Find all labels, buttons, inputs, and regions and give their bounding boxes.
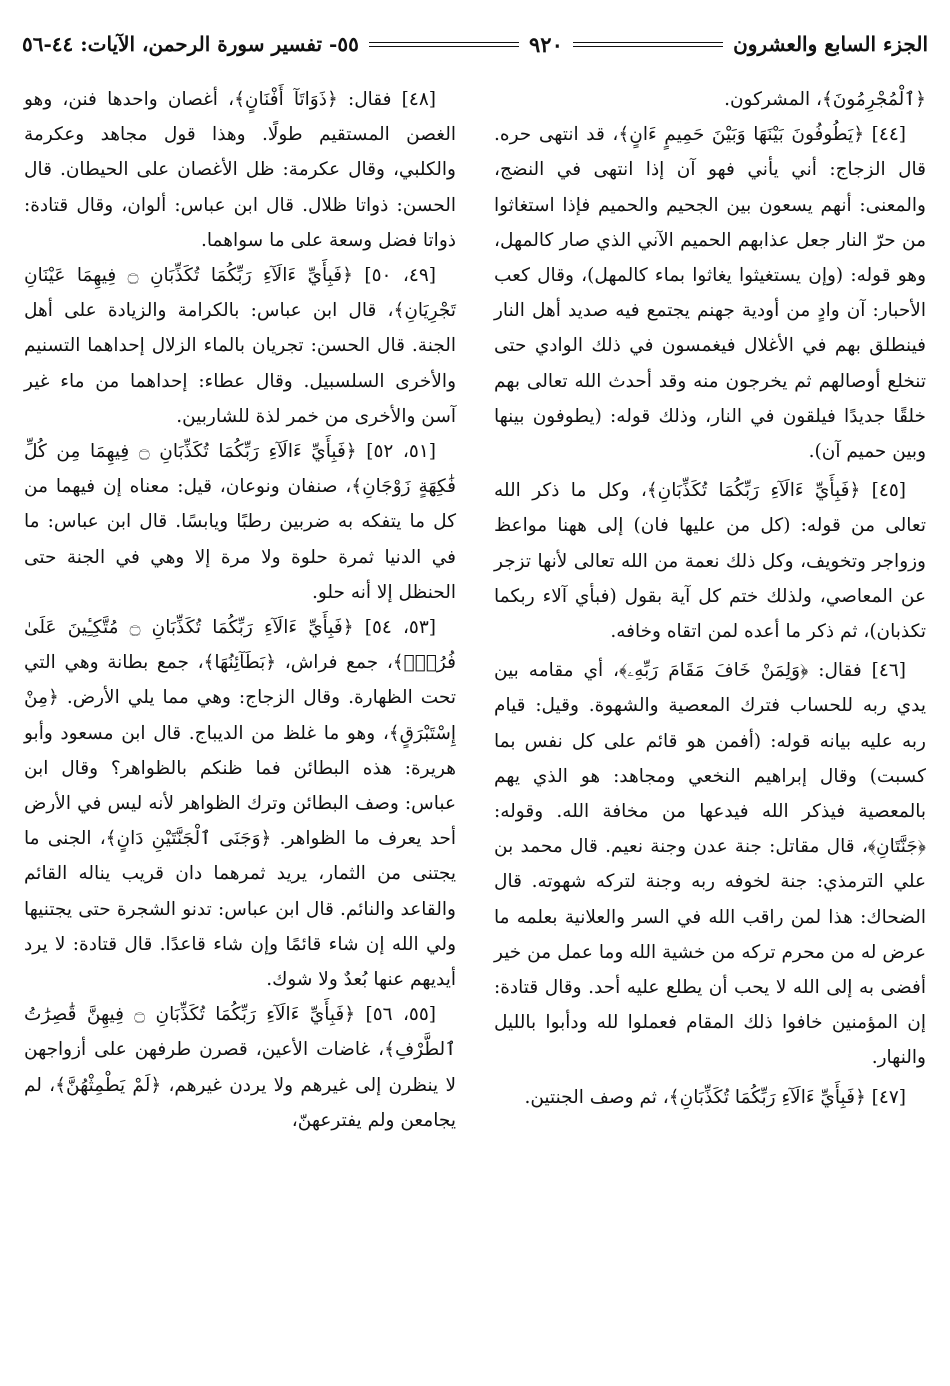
header-rule-left: [369, 42, 519, 47]
paragraph: [٤٧] ﴿فَبِأَيِّ ءَالَآءِ رَبِّكُمَا تُكَذِّبَانِ﴾، ثم وصف الجنتين.: [524, 1086, 906, 1108]
page-header: [22, 20, 928, 68]
book-page: [22, 20, 928, 1370]
left-column: [24, 82, 456, 1138]
paragraph: [٥٥، ٥٦] ﴿فَبِأَيِّ ءَالَآءِ رَبِّكُمَا تُكَذِّبَانِ ۝ فِيهِنَّ قَٰصِرَٰتُ ٱلطَّرْفِ﴾، غاضات الأعين، قصرن طرفهن على أزواجهن لا ينظرن إلى غيرهم ولا يردن غيرهم، ﴿لَمْ يَطْمِثْهُنَّ﴾، لم يجامعن ولم يفترعهنّ،: [24, 1004, 456, 1131]
paragraph: [٥١، ٥٢] ﴿فَبِأَيِّ ءَالَآءِ رَبِّكُمَا تُكَذِّبَانِ ۝ فِيهِمَا مِن كُلِّ فَٰكِهَةٍ زَوْجَانِ﴾، صنفان ونوعان، قيل: معناه إن فيهما من كل ما يتفكه به ضربين رطبًا ويابسًا. قال ابن عباس: ما في الدنيا ثمرة حلوة ولا مرة إلا وهي في الجنة حتى الحنظل إلا أنه حلو.: [24, 441, 456, 603]
header-part-title: الجزء السابع والعشرون: [733, 32, 928, 56]
paragraph: [٤٦] فقال: ﴿وَلِمَنْ خَافَ مَقَامَ رَبِّهِۦ﴾، أي مقامه بين يدي ربه للحساب فترك المعصية والشهوة. وقيل: قيام ربه عليه بيانه قوله: (أفمن هو قائم على كل نفس بما كسبت) وقال إبراهيم النخعي ومجاهد: هو الذي يهم بالمعصية فيذكر الله فيدعها من مخافة الله. وقوله: ﴿جَنَّتَانِ﴾، قال مقاتل: جنة عدن وجنة نعيم. قال محمد بن علي الترمذي: جنة لخوفه ربه وجنة لتركه شهوته. قال الضحاك: هذا لمن راقب الله في السر والعلانية بعلمه ما عرض له من محرم تركه من خشية الله وما عمل من خير أفضى به إلى الله لا يحب أن يطلع عليه أحد. وقال قتادة: إن المؤمنين خافوا ذلك المقام فعملوا لله ودأبوا بالليل والنهار.: [494, 660, 926, 1069]
header-surah-title: ٥٥- تفسير سورة الرحمن، الآيات: ٤٤-٥٦: [21, 32, 359, 56]
right-column: [494, 82, 926, 1115]
paragraph: [٥٣، ٥٤] ﴿فَبِأَيِّ ءَالَآءِ رَبِّكُمَا تُكَذِّبَانِ ۝ مُتَّكِـِٔينَ عَلَىٰ فُرُشٍۭ﴾، جمع فراش، ﴿بَطَآئِنُهَا﴾، جمع بطانة وهي التي تحت الظهارة. وقال الزجاج: وهي مما يلي الأرض. ﴿مِنْ إِسْتَبْرَقٍ﴾، وهو ما غلظ من الديباج. قال ابن مسعود وأبو هريرة: هذه البطائن فما ظنكم بالظواهر؟ وقال ابن عباس: وصف البطائن وترك الظواهر لأنه ليس في الأرض أحد يعرف ما الظواهر. ﴿وَجَنَى ٱلْجَنَّتَيْنِ دَانٍ﴾، الجنى ما يجتنى من الثمار، يريد ثمرهما دان قريب يناله القائم والقاعد والنائم. قال ابن عباس: تدنو الشجرة حتى يجتنيها ولي الله إن شاء قائمًا وإن شاء قاعدًا. قال قتادة: لا يرد أيديهم عنها بُعدٌ ولا شوك.: [24, 617, 456, 991]
header-rule-right: [573, 42, 723, 47]
paragraph: [٤٩، ٥٠] ﴿فَبِأَيِّ ءَالَآءِ رَبِّكُمَا تُكَذِّبَانِ ۝ فِيهِمَا عَيْنَانِ تَجْرِيَانِ﴾، قال ابن عباس: بالكرامة والزيادة على أهل الجنة. قال الحسن: تجريان بالماء الزلال إحداهما التسنيم والأخرى السلسبيل. وقال عطاء: إحداهما من ماء غير آسن والأخرى من خمر لذة للشاربين.: [24, 265, 456, 427]
paragraph: [٤٨] فقال: ﴿ذَوَاتَآ أَفْنَانٍ﴾، أغصان واحدها فنن، وهو الغصن المستقيم طولًا. وهذا قول مجاهد وعكرمة والكلبي، وقال عكرمة: ظل الأغصان على الحيطان. قال الحسن: ذواتا ظلال. قال ابن عباس: ألوان، وقال قتادة: ذواتا فضل وسعة على ما سواهما.: [24, 89, 456, 251]
page-number: ٩٢٠: [529, 31, 563, 57]
paragraph: ﴿ٱلْمُجْرِمُونَ﴾، المشركون.: [724, 89, 926, 110]
paragraph: [٤٤] ﴿يَطُوفُونَ بَيْنَهَا وَبَيْنَ حَمِيمٍ ءَانٍ﴾، قد انتهى حره. قال الزجاج: أني يأني فهو آن إذا انتهى في النضج، والمعنى: أنهم يسعون بين الجحيم والحميم فإذا استغاثوا من حرّ النار جعل عذابهم الحميم الآني الذي صار كالمهل، وهو قوله: (وإن يستغيثوا يغاثوا بماء كالمهل)، وقال كعب الأحبار: آن وادٍ من أودية جهنم يجتمع فيه صديد أهل النار فينطلق بهم في الأغلال فيغمسون في ذلك الوادي حتى تنخلع أوصالهم ثم يخرجون منه وقد أحدث الله تعالى بهم خلقًا جديدًا فيلقون في النار، وذلك قوله: (يطوفون بينها وبين حميم آن).: [494, 124, 926, 463]
paragraph: [٤٥] ﴿فَبِأَيِّ ءَالَآءِ رَبِّكُمَا تُكَذِّبَانِ﴾، وكل ما ذكر الله تعالى من قوله: (كل من عليها فان) إلى ههنا مواعظ وزواجر وتخويف، وكل ذلك نعمة من الله تعالى لأنها تزجر عن المعاصي، ولذلك ختم كل آية بقول (فبأي آلاء ربكما تكذبان)، ثم ذكر ما أعده لمن اتقاه وخافه.: [494, 480, 926, 643]
